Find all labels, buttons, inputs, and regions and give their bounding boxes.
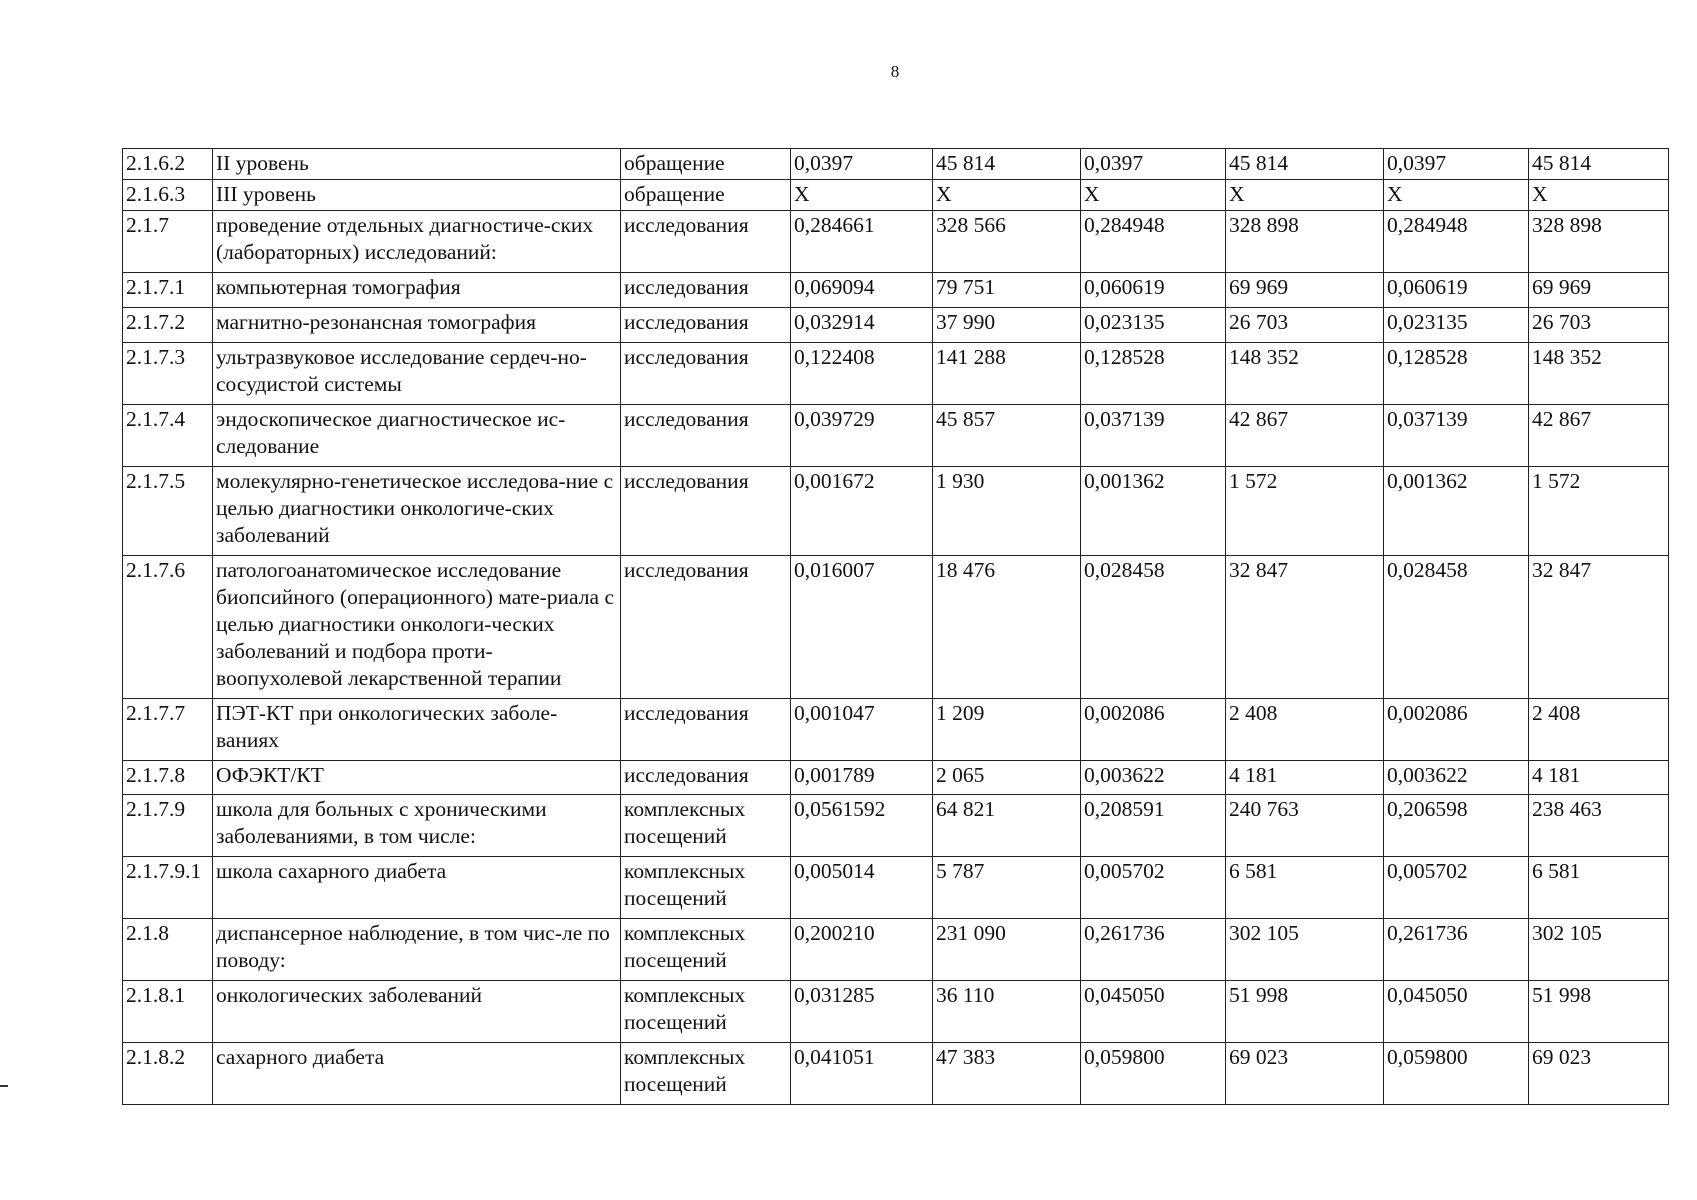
data-table — [122, 148, 1669, 1105]
cell-value-4: 26 703 — [1226, 308, 1384, 343]
cell-value-4: X — [1226, 180, 1384, 211]
table-row — [123, 149, 1669, 180]
cell-value-4: 69 969 — [1226, 273, 1384, 308]
cell-number: 2.1.7.3 — [123, 343, 213, 405]
cell-value-5: 0,261736 — [1384, 919, 1529, 981]
cell-value-6: 4 181 — [1529, 761, 1669, 795]
cell-value-5: 0,002086 — [1384, 699, 1529, 761]
cell-value-2: 5 787 — [933, 857, 1081, 919]
cell-value-4: 148 352 — [1226, 343, 1384, 405]
cell-value-1: 0,001672 — [791, 467, 933, 556]
cell-value-6: 302 105 — [1529, 919, 1669, 981]
cell-value-4: 45 814 — [1226, 149, 1384, 180]
cell-value-5: 0,059800 — [1384, 1043, 1529, 1105]
cell-number: 2.1.7.4 — [123, 405, 213, 467]
cell-value-2: 231 090 — [933, 919, 1081, 981]
cell-unit: исследования — [621, 761, 791, 795]
cell-unit: исследования — [621, 556, 791, 699]
cell-unit: исследования — [621, 343, 791, 405]
cell-value-1: 0,041051 — [791, 1043, 933, 1105]
cell-value-6: 69 969 — [1529, 273, 1669, 308]
cell-value-5: 0,005702 — [1384, 857, 1529, 919]
cell-value-1: 0,032914 — [791, 308, 933, 343]
cell-value-3: X — [1081, 180, 1226, 211]
table-row — [123, 467, 1669, 556]
cell-name: ПЭТ-КТ при онкологических заболе-ваниях — [213, 699, 621, 761]
cell-value-3: 0,037139 — [1081, 405, 1226, 467]
cell-value-6: 26 703 — [1529, 308, 1669, 343]
cell-unit: комплексных посещений — [621, 981, 791, 1043]
cell-value-2: 37 990 — [933, 308, 1081, 343]
cell-value-5: 0,023135 — [1384, 308, 1529, 343]
cell-number: 2.1.7.2 — [123, 308, 213, 343]
cell-number: 2.1.7.9.1 — [123, 857, 213, 919]
cell-value-2: X — [933, 180, 1081, 211]
cell-number: 2.1.8.1 — [123, 981, 213, 1043]
cell-value-6: 42 867 — [1529, 405, 1669, 467]
cell-value-2: 79 751 — [933, 273, 1081, 308]
cell-unit: исследования — [621, 211, 791, 273]
cell-name: проведение отдельных диагностиче-ских (лабораторных) исследований: — [213, 211, 621, 273]
cell-number: 2.1.7.8 — [123, 761, 213, 795]
cell-value-3: 0,0397 — [1081, 149, 1226, 180]
cell-number: 2.1.6.3 — [123, 180, 213, 211]
cell-value-2: 328 566 — [933, 211, 1081, 273]
table-row — [123, 211, 1669, 273]
table-container — [122, 148, 1668, 1105]
table-row — [123, 795, 1669, 857]
cell-number: 2.1.8 — [123, 919, 213, 981]
cell-name: ультразвуковое исследование сердеч-но-сосудистой системы — [213, 343, 621, 405]
cell-name: II уровень — [213, 149, 621, 180]
cell-name: компьютерная томография — [213, 273, 621, 308]
cell-number: 2.1.6.2 — [123, 149, 213, 180]
cell-value-2: 64 821 — [933, 795, 1081, 857]
cell-value-3: 0,028458 — [1081, 556, 1226, 699]
cell-value-2: 1 209 — [933, 699, 1081, 761]
cell-value-3: 0,284948 — [1081, 211, 1226, 273]
cell-name: ОФЭКТ/КТ — [213, 761, 621, 795]
cell-name: диспансерное наблюдение, в том чис-ле по поводу: — [213, 919, 621, 981]
table-row — [123, 919, 1669, 981]
page-number: 8 — [890, 62, 900, 81]
cell-name: молекулярно-генетическое исследова-ние с целью диагностики онкологиче-ских заболеваний — [213, 467, 621, 556]
cell-value-1: 0,031285 — [791, 981, 933, 1043]
cell-value-1: 0,001047 — [791, 699, 933, 761]
table-row — [123, 273, 1669, 308]
cell-value-3: 0,060619 — [1081, 273, 1226, 308]
cell-name: сахарного диабета — [213, 1043, 621, 1105]
cell-value-4: 4 181 — [1226, 761, 1384, 795]
cell-name: магнитно-резонансная томография — [213, 308, 621, 343]
cell-value-2: 45 814 — [933, 149, 1081, 180]
cell-value-2: 36 110 — [933, 981, 1081, 1043]
cell-unit: комплексных посещений — [621, 1043, 791, 1105]
cell-value-1: 0,0561592 — [791, 795, 933, 857]
cell-value-2: 18 476 — [933, 556, 1081, 699]
cell-value-1: 0,122408 — [791, 343, 933, 405]
cell-number: 2.1.7.5 — [123, 467, 213, 556]
cell-value-4: 2 408 — [1226, 699, 1384, 761]
cell-value-6: 328 898 — [1529, 211, 1669, 273]
cell-number: 2.1.7.9 — [123, 795, 213, 857]
cell-value-1: 0,001789 — [791, 761, 933, 795]
cell-value-3: 0,128528 — [1081, 343, 1226, 405]
cell-unit: комплексных посещений — [621, 795, 791, 857]
cell-unit: обращение — [621, 180, 791, 211]
cell-value-6: X — [1529, 180, 1669, 211]
cell-value-2: 2 065 — [933, 761, 1081, 795]
cell-value-6: 51 998 — [1529, 981, 1669, 1043]
cell-value-3: 0,208591 — [1081, 795, 1226, 857]
margin-mark — [0, 1085, 8, 1087]
cell-value-5: 0,0397 — [1384, 149, 1529, 180]
table-body — [123, 149, 1669, 1105]
cell-value-6: 6 581 — [1529, 857, 1669, 919]
cell-value-6: 238 463 — [1529, 795, 1669, 857]
table-row — [123, 405, 1669, 467]
cell-name: онкологических заболеваний — [213, 981, 621, 1043]
table-row — [123, 761, 1669, 795]
cell-value-3: 0,002086 — [1081, 699, 1226, 761]
cell-name: школа сахарного диабета — [213, 857, 621, 919]
cell-value-3: 0,001362 — [1081, 467, 1226, 556]
cell-value-5: 0,206598 — [1384, 795, 1529, 857]
cell-value-1: X — [791, 180, 933, 211]
cell-value-1: 0,069094 — [791, 273, 933, 308]
table-row — [123, 343, 1669, 405]
cell-unit: комплексных посещений — [621, 919, 791, 981]
cell-value-3: 0,023135 — [1081, 308, 1226, 343]
cell-value-5: 0,001362 — [1384, 467, 1529, 556]
cell-name: III уровень — [213, 180, 621, 211]
cell-value-1: 0,005014 — [791, 857, 933, 919]
cell-number: 2.1.7.7 — [123, 699, 213, 761]
cell-value-3: 0,005702 — [1081, 857, 1226, 919]
cell-unit: обращение — [621, 149, 791, 180]
cell-value-4: 302 105 — [1226, 919, 1384, 981]
cell-value-1: 0,284661 — [791, 211, 933, 273]
cell-unit: комплексных посещений — [621, 857, 791, 919]
cell-value-5: 0,003622 — [1384, 761, 1529, 795]
cell-value-4: 240 763 — [1226, 795, 1384, 857]
cell-value-4: 328 898 — [1226, 211, 1384, 273]
cell-number: 2.1.8.2 — [123, 1043, 213, 1105]
cell-value-5: 0,284948 — [1384, 211, 1529, 273]
cell-value-6: 45 814 — [1529, 149, 1669, 180]
cell-value-2: 47 383 — [933, 1043, 1081, 1105]
cell-value-1: 0,200210 — [791, 919, 933, 981]
cell-name: эндоскопическое диагностическое ис-следование — [213, 405, 621, 467]
cell-unit: исследования — [621, 273, 791, 308]
cell-value-5: 0,128528 — [1384, 343, 1529, 405]
table-row — [123, 699, 1669, 761]
cell-value-2: 45 857 — [933, 405, 1081, 467]
cell-value-3: 0,059800 — [1081, 1043, 1226, 1105]
cell-value-6: 1 572 — [1529, 467, 1669, 556]
table-row — [123, 180, 1669, 211]
cell-unit: исследования — [621, 699, 791, 761]
cell-value-2: 141 288 — [933, 343, 1081, 405]
cell-value-6: 32 847 — [1529, 556, 1669, 699]
cell-value-5: X — [1384, 180, 1529, 211]
cell-value-3: 0,261736 — [1081, 919, 1226, 981]
table-row — [123, 857, 1669, 919]
cell-number: 2.1.7.1 — [123, 273, 213, 308]
cell-value-4: 69 023 — [1226, 1043, 1384, 1105]
cell-name: патологоанатомическое исследование биопсийного (операционного) мате-риала с целью диагностики онкологи-ческих заболеваний и подбора проти-воопухолевой лекарственной терапии — [213, 556, 621, 699]
cell-value-4: 51 998 — [1226, 981, 1384, 1043]
cell-value-4: 42 867 — [1226, 405, 1384, 467]
cell-value-3: 0,045050 — [1081, 981, 1226, 1043]
cell-value-5: 0,045050 — [1384, 981, 1529, 1043]
cell-value-1: 0,0397 — [791, 149, 933, 180]
cell-value-3: 0,003622 — [1081, 761, 1226, 795]
cell-number: 2.1.7 — [123, 211, 213, 273]
table-row — [123, 981, 1669, 1043]
table-row — [123, 1043, 1669, 1105]
cell-value-4: 32 847 — [1226, 556, 1384, 699]
cell-value-4: 6 581 — [1226, 857, 1384, 919]
cell-name: школа для больных с хроническими заболеваниями, в том числе: — [213, 795, 621, 857]
cell-value-5: 0,037139 — [1384, 405, 1529, 467]
cell-value-6: 69 023 — [1529, 1043, 1669, 1105]
cell-value-6: 148 352 — [1529, 343, 1669, 405]
table-row — [123, 308, 1669, 343]
cell-value-1: 0,016007 — [791, 556, 933, 699]
cell-value-2: 1 930 — [933, 467, 1081, 556]
table-row — [123, 556, 1669, 699]
cell-value-5: 0,028458 — [1384, 556, 1529, 699]
cell-value-1: 0,039729 — [791, 405, 933, 467]
cell-unit: исследования — [621, 467, 791, 556]
cell-value-6: 2 408 — [1529, 699, 1669, 761]
cell-value-4: 1 572 — [1226, 467, 1384, 556]
cell-number: 2.1.7.6 — [123, 556, 213, 699]
cell-unit: исследования — [621, 405, 791, 467]
cell-value-5: 0,060619 — [1384, 273, 1529, 308]
cell-unit: исследования — [621, 308, 791, 343]
